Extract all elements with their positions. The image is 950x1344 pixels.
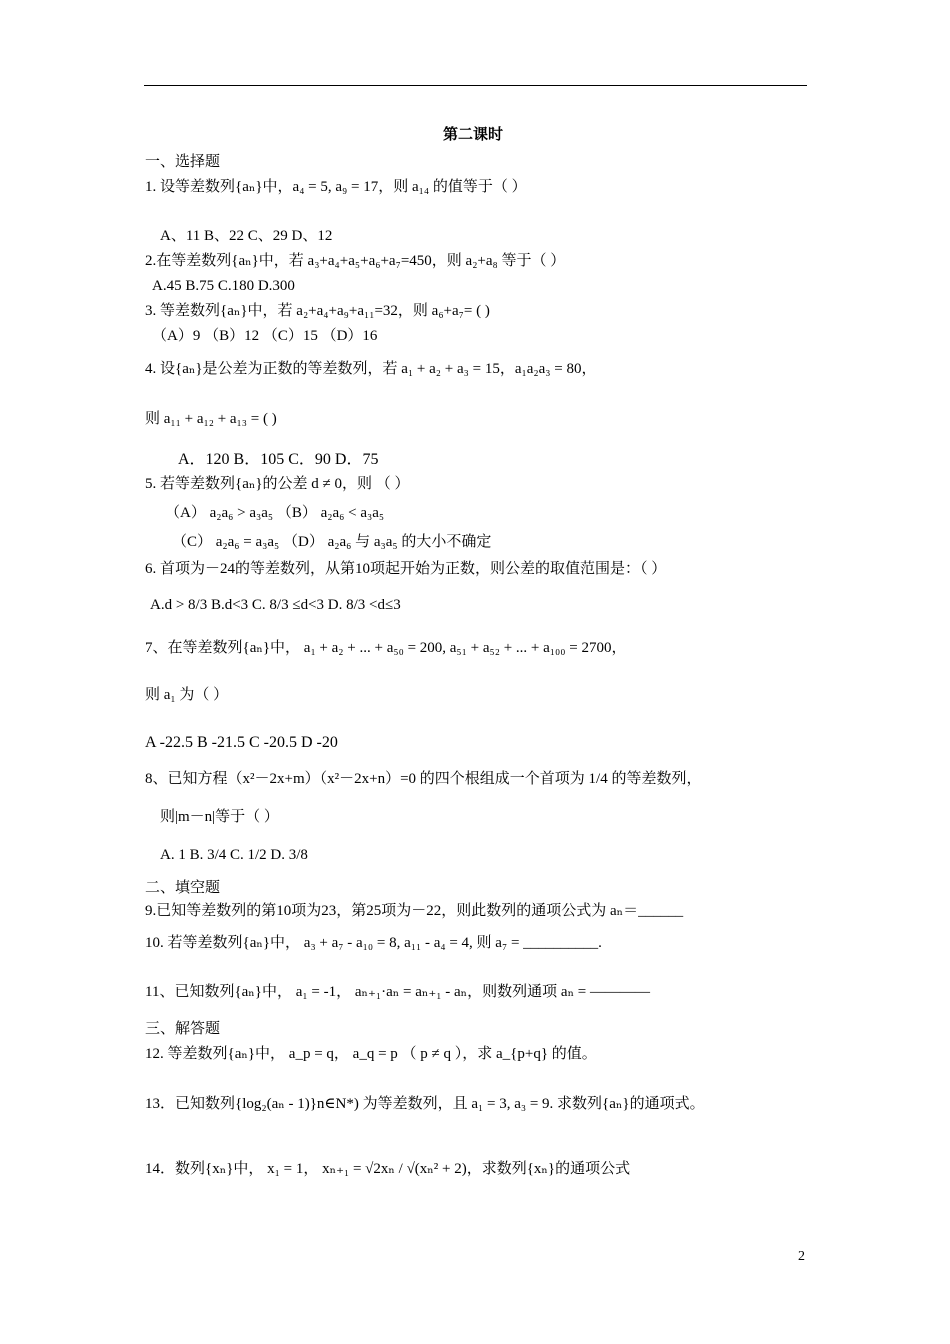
question-1-options: A、11 B、22 C、29 D、12 xyxy=(160,228,333,244)
question-3: 3. 等差数列{aₙ}中，若 a₂+a₄+a₉+a₁₁=32，则 a₆+a₇= ( ) xyxy=(145,303,490,319)
question-9: 9.已知等差数列的第10项为23，第25项为－22，则此数列的通项公式为 aₙ＝______ xyxy=(145,903,684,919)
question-6-options: A.d > 8/3 B.d<3 C. 8/3 ≤d<3 D. 8/3 <d≤3 xyxy=(150,597,401,613)
question-7-options: A -22.5 B -21.5 C -20.5 D -20 xyxy=(145,734,338,751)
question-8-line-2: 则|m－n|等于（ ） xyxy=(160,809,279,825)
page-number: 2 xyxy=(798,1249,805,1264)
question-12: 12. 等差数列{aₙ}中， a_p = q， a_q = p （ p ≠ q ），求 a_{p+q} 的值。 xyxy=(145,1046,597,1062)
page-title: 第二课时 xyxy=(443,127,504,143)
section-heading-fill: 二、填空题 xyxy=(145,880,221,896)
question-7-line-2: 则 a₁ 为（ ） xyxy=(145,687,229,703)
section-heading-solve: 三、解答题 xyxy=(145,1021,221,1037)
question-5-options-cd: （C） a₂a₆ = a₃a₅ （D） a₂a₆ 与 a₃a₅ 的大小不确定 xyxy=(172,534,492,550)
question-4-line-1: 4. 设{aₙ}是公差为正数的等差数列，若 a₁ + a₂ + a₃ = 15，a₁a₂a₃ = 80， xyxy=(145,361,597,377)
question-8-options: A. 1 B. 3/4 C. 1/2 D. 3/8 xyxy=(160,847,308,863)
question-2-options: A.45 B.75 C.180 D.300 xyxy=(152,278,295,294)
question-10: 10. 若等差数列{aₙ}中， a₃ + a₇ - a₁₀ = 8, a₁₁ - a₄ = 4, 则 a₇ = __________. xyxy=(145,935,602,951)
question-3-options: （A）9 （B）12 （C）15 （D）16 xyxy=(152,328,378,344)
question-4-line-2: 则 a₁₁ + a₁₂ + a₁₃ = ( ) xyxy=(145,411,277,427)
question-13: 13．已知数列{log₂(aₙ - 1)}n∈N*) 为等差数列，且 a₁ = 3, a₃ = 9. 求数列{aₙ}的通项式。 xyxy=(145,1096,705,1112)
question-4-options: A．120 B．105 C．90 D．75 xyxy=(178,451,379,468)
question-5-options-ab: （A） a₂a₆ > a₃a₅ （B） a₂a₆ < a₃a₅ xyxy=(165,505,385,521)
question-1: 1. 设等差数列{aₙ}中，a₄ = 5, a₉ = 17，则 a₁₄ 的值等于（ ） xyxy=(145,179,527,195)
section-heading-choice: 一、选择题 xyxy=(145,154,221,170)
question-2: 2.在等差数列{aₙ}中，若 a₃+a₄+a₅+a₆+a₇=450，则 a₂+a₈ 等于（ ） xyxy=(145,253,566,269)
question-11: 11、已知数列{aₙ}中， a₁ = -1， aₙ₊₁·aₙ = aₙ₊₁ - aₙ，则数列通项 aₙ = ———— xyxy=(145,984,651,1000)
question-7-line-1: 7、在等差数列{aₙ}中， a₁ + a₂ + ... + a₅₀ = 200, a₅₁ + a₅₂ + ... + a₁₀₀ = 2700， xyxy=(145,640,627,656)
question-8-line-1: 8、已知方程（x²－2x+m）（x²－2x+n）=0 的四个根组成一个首项为 1/4 的等差数列， xyxy=(145,771,702,787)
question-14: 14．数列{xₙ}中， x₁ = 1， xₙ₊₁ = √2xₙ / √(xₙ² + 2)，求数列{xₙ}的通项公式 xyxy=(145,1161,631,1177)
header-rule xyxy=(144,85,807,86)
question-5: 5. 若等差数列{aₙ}的公差 d ≠ 0，则 （ ） xyxy=(145,476,410,492)
question-6: 6. 首项为－24的等差数列，从第10项起开始为正数，则公差的取值范围是：（ ） xyxy=(145,561,667,577)
